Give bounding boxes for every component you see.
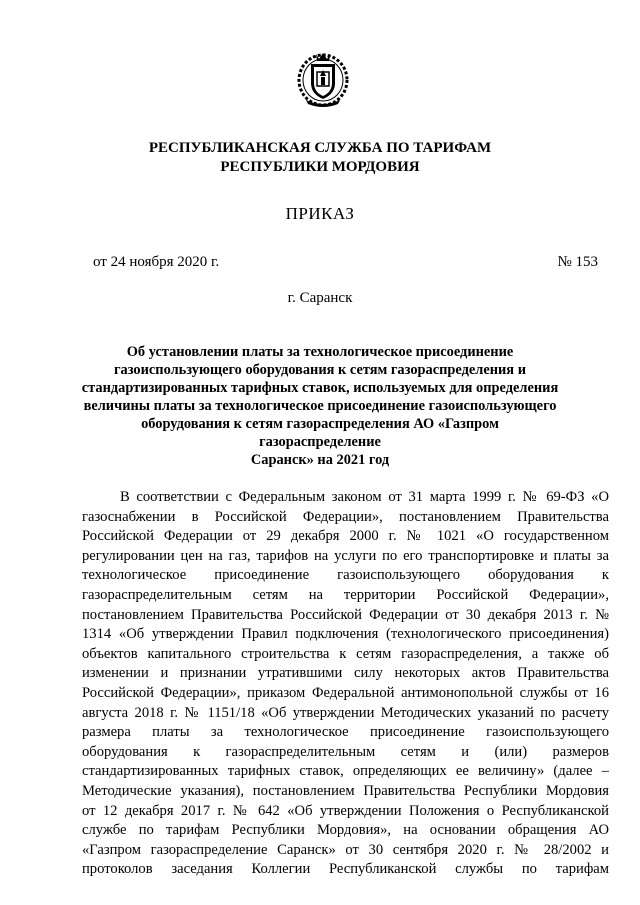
body-line: Российской Федерации», приказом Федеральной антимонопольной службы от 16 — [82, 684, 609, 701]
title-line: Об установлении платы за технологическое присоединение — [126, 344, 514, 360]
body-line: Российской Федерации от 29 декабря 2000 г. № 1021 «О государственном — [82, 528, 609, 545]
body-line: Методические указания), постановлением Правительства Республики Мордовия — [82, 782, 609, 799]
title-line: величины платы за технологическое присоединение газоиспользующего — [83, 398, 557, 414]
document-type: ПРИКАЗ — [285, 204, 355, 223]
title-line: Саранск» на 2021 год — [250, 452, 390, 468]
document-title — [80, 343, 560, 469]
body-line: «Газпром газораспределение Саранск» от 30 сентября 2020 г. № 28/2002 и — [82, 841, 609, 858]
document-date: от 24 ноября 2020 г. — [93, 254, 220, 270]
title-line: оборудования к сетям газораспределения АО «Газпром газораспределение — [141, 416, 499, 450]
body-line: объектов капитального строительства к сетям газораспределения, а также об — [82, 645, 609, 662]
body-line: постановлением Правительства Российской Федерации от 30 декабря 2013 г. № — [82, 606, 609, 623]
body-line: оборудования к газораспределительным сетям и (или) размеров — [82, 743, 609, 760]
document-city: г. Саранск — [287, 290, 353, 306]
title-line: газоиспользующего оборудования к сетям газораспределения и — [113, 362, 526, 378]
body-line: технологическое присоединение газоиспользующего оборудования к — [82, 567, 609, 584]
body-line: изменении и признании утратившими силу некоторых актов Правительства — [82, 665, 609, 682]
organization-name-line2: РЕСПУБЛИКИ МОРДОВИЯ — [220, 159, 420, 175]
organization-name-line1: РЕСПУБЛИКАНСКАЯ СЛУЖБА ПО ТАРИФАМ — [148, 140, 492, 156]
body-line: регулировании цен на газ, тарифов на услуги по его транспортировке и платы за — [82, 547, 609, 564]
body-line: размера платы за технологическое присоединение газоиспользующего — [82, 724, 609, 741]
document-number: № 153 — [557, 254, 598, 270]
body-line: стандартизированных тарифных ставок, определяющих ее величину» (далее – — [82, 763, 609, 780]
body-line: от 12 декабря 2017 г. № 642 «Об утверждении Положения о Республиканской — [82, 802, 609, 819]
body-line: газоснабжении в Российской Федерации», постановлением Правительства — [82, 508, 609, 525]
body-line: В соответствии с Федеральным законом от 31 марта 1999 г. № 69-ФЗ «О — [120, 489, 609, 505]
coat-of-arms-emblem — [296, 50, 350, 108]
body-line: газораспределительным сетям на территории Российской Федерации», — [82, 586, 609, 603]
body-line: августа 2018 г. № 1151/18 «Об утверждении Методических указаний по расчету — [82, 704, 609, 721]
body-line: 1314 «Об утверждении Правил подключения (технологического присоединения) — [82, 626, 609, 643]
document-body — [82, 488, 609, 880]
body-line: протоколов заседания Коллегии Республиканской службы по тарифам — [82, 861, 609, 878]
title-line: стандартизированных тарифных ставок, используемых для определения — [81, 380, 559, 396]
body-line: службе по тарифам Республики Мордовия», на основании обращения АО — [82, 822, 609, 839]
